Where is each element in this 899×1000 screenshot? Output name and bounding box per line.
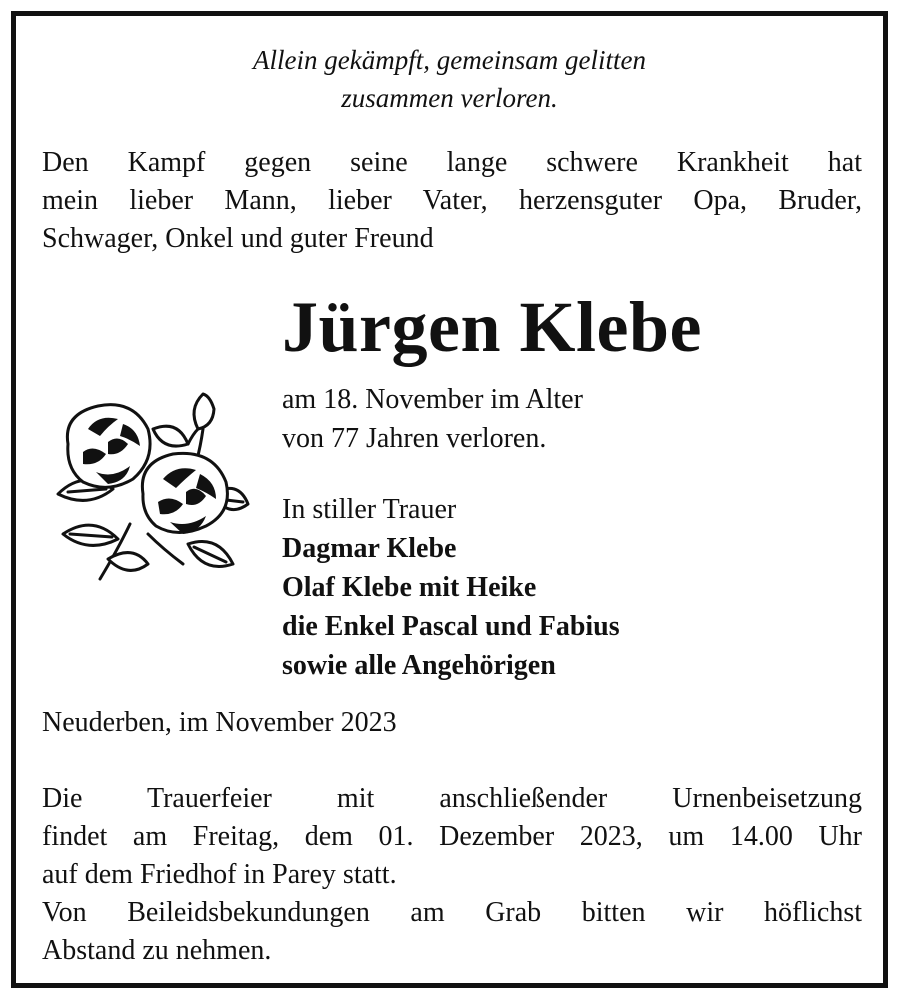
motto-line-1: Allein gekämpft, gemeinsam gelitten xyxy=(253,45,646,75)
funeral-line-5: Abstand zu nehmen. xyxy=(42,935,272,966)
intro-paragraph xyxy=(42,144,862,258)
intro-line-2: mein lieber Mann, lieber Vater, herzensguter Opa, Bruder, xyxy=(42,185,862,216)
mourning-heading: In stiller Trauer xyxy=(282,494,457,525)
place-date: Neuderben, im November 2023 xyxy=(42,707,397,738)
mourner-item: Dagmar Klebe xyxy=(282,533,457,564)
funeral-paragraph xyxy=(42,780,862,970)
funeral-line-2: findet am Freitag, dem 01. Dezember 2023, um 14.00 Uhr xyxy=(42,821,862,852)
death-info-line-2: von 77 Jahren verloren. xyxy=(282,423,547,454)
deceased-name: Jürgen Klebe xyxy=(282,287,702,367)
mourners-block xyxy=(282,490,620,685)
funeral-line-4: Von Beileidsbekundungen am Grab bitten wir höflichst xyxy=(42,897,862,928)
funeral-line-3: auf dem Friedhof in Parey statt. xyxy=(42,859,397,890)
mourner-item: Olaf Klebe mit Heike xyxy=(282,572,537,603)
roses-illustration-icon xyxy=(38,374,250,584)
obituary-frame xyxy=(11,11,888,988)
intro-line-3: Schwager, Onkel und guter Freund xyxy=(42,223,434,254)
mourner-item: sowie alle Angehörigen xyxy=(282,650,556,681)
death-info-line-1: am 18. November im Alter xyxy=(282,384,583,415)
motto-line-2: zusammen verloren. xyxy=(341,83,558,113)
intro-line-1: Den Kampf gegen seine lange schwere Krankheit hat xyxy=(42,147,862,178)
mourner-item: die Enkel Pascal und Fabius xyxy=(282,611,620,642)
funeral-line-1: Die Trauerfeier mit anschließender Urnenbeisetzung xyxy=(42,783,862,814)
death-info xyxy=(282,380,583,458)
